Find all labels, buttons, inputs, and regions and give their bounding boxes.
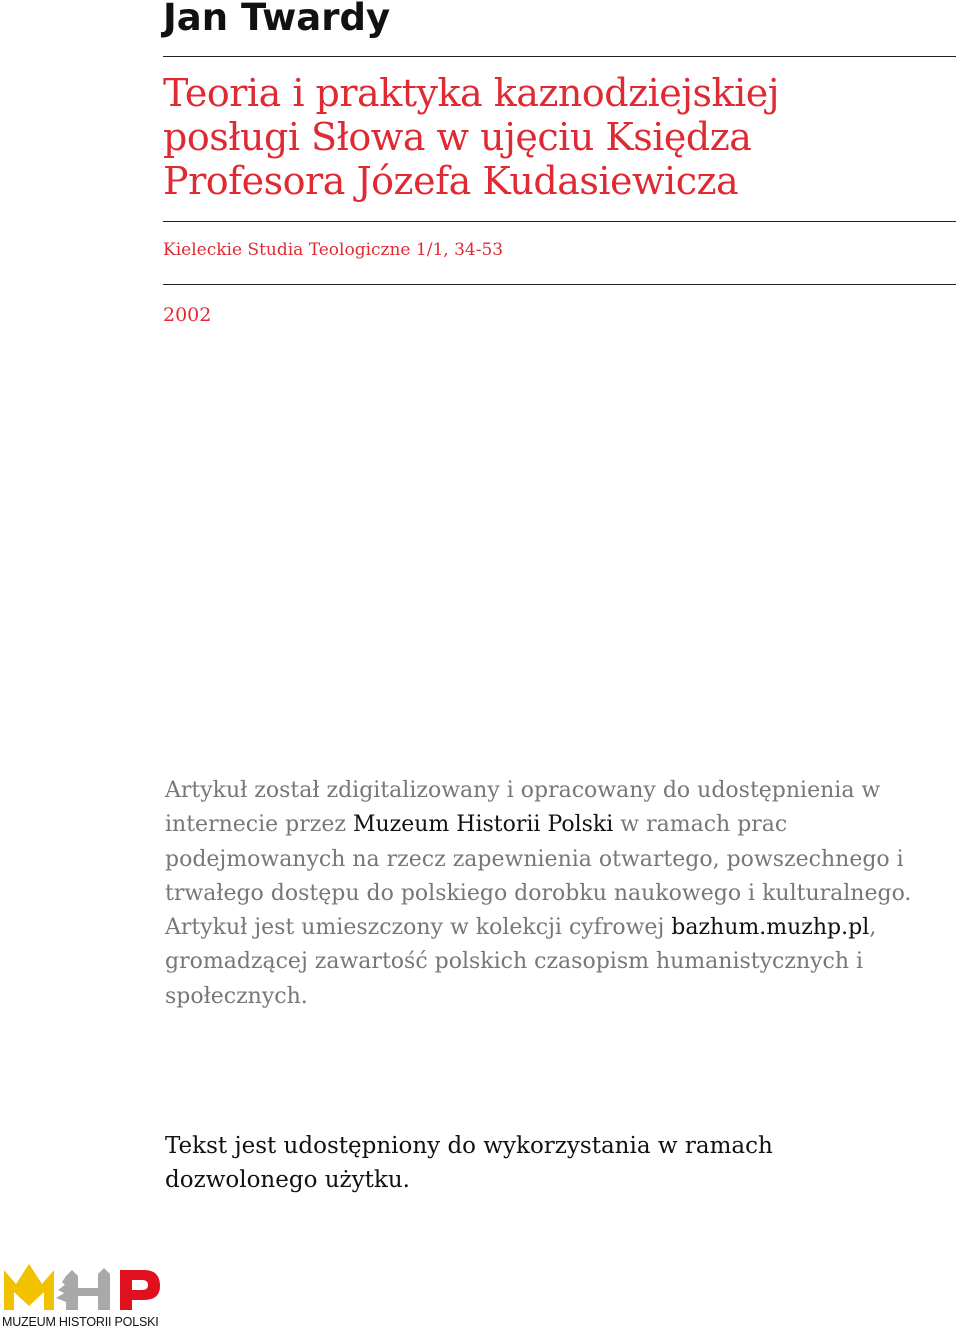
divider-top (163, 56, 956, 57)
museum-name: Muzeum Historii Polski (352, 812, 614, 838)
logo-letter-p (120, 1270, 160, 1310)
title-line: posługi Słowa w ujęciu Księdza (163, 115, 752, 159)
collection-link[interactable]: bazhum.muzhp.pl (671, 915, 870, 941)
publication-year: 2002 (163, 304, 212, 326)
digitization-notice (165, 774, 945, 1014)
divider-bottom (163, 284, 956, 285)
museum-logo-mark (2, 1262, 168, 1314)
license-notice: Tekst jest udostępniony do wykorzystania w ramach dozwolonego użytku. (165, 1133, 773, 1193)
source-citation: Kieleckie Studia Teologiczne 1/1, 34-53 (163, 240, 504, 260)
notice-text: Artykuł jest umieszczony w kolekcji cyfrowej (165, 915, 672, 941)
title-line: Profesora Józefa Kudasiewicza (163, 159, 739, 203)
title-line: Teoria i praktyka kaznodziejskiej (163, 71, 779, 115)
logo-letter-h (56, 1268, 110, 1310)
logo-letter-m (4, 1264, 54, 1310)
notice-text: w ramach prac podejmowanych na rzecz zapewnienia otwartego, powszechnego i trwałego dostępu do polskiego dorobku naukowego i kulturalnego. (165, 812, 912, 906)
author-name: Jan Twardy (163, 0, 391, 39)
museum-logo-text: MUZEUM HISTORII POLSKI (2, 1315, 159, 1329)
notice-text: Artykuł został zdigitalizowany i opracowany do udostępnienia w internecie przez (165, 778, 881, 838)
article-title (163, 71, 943, 203)
divider-middle (163, 221, 956, 222)
notice-text: , gromadzącej zawartość polskich czasopism humanistycznych i społecznych. (165, 915, 877, 1009)
